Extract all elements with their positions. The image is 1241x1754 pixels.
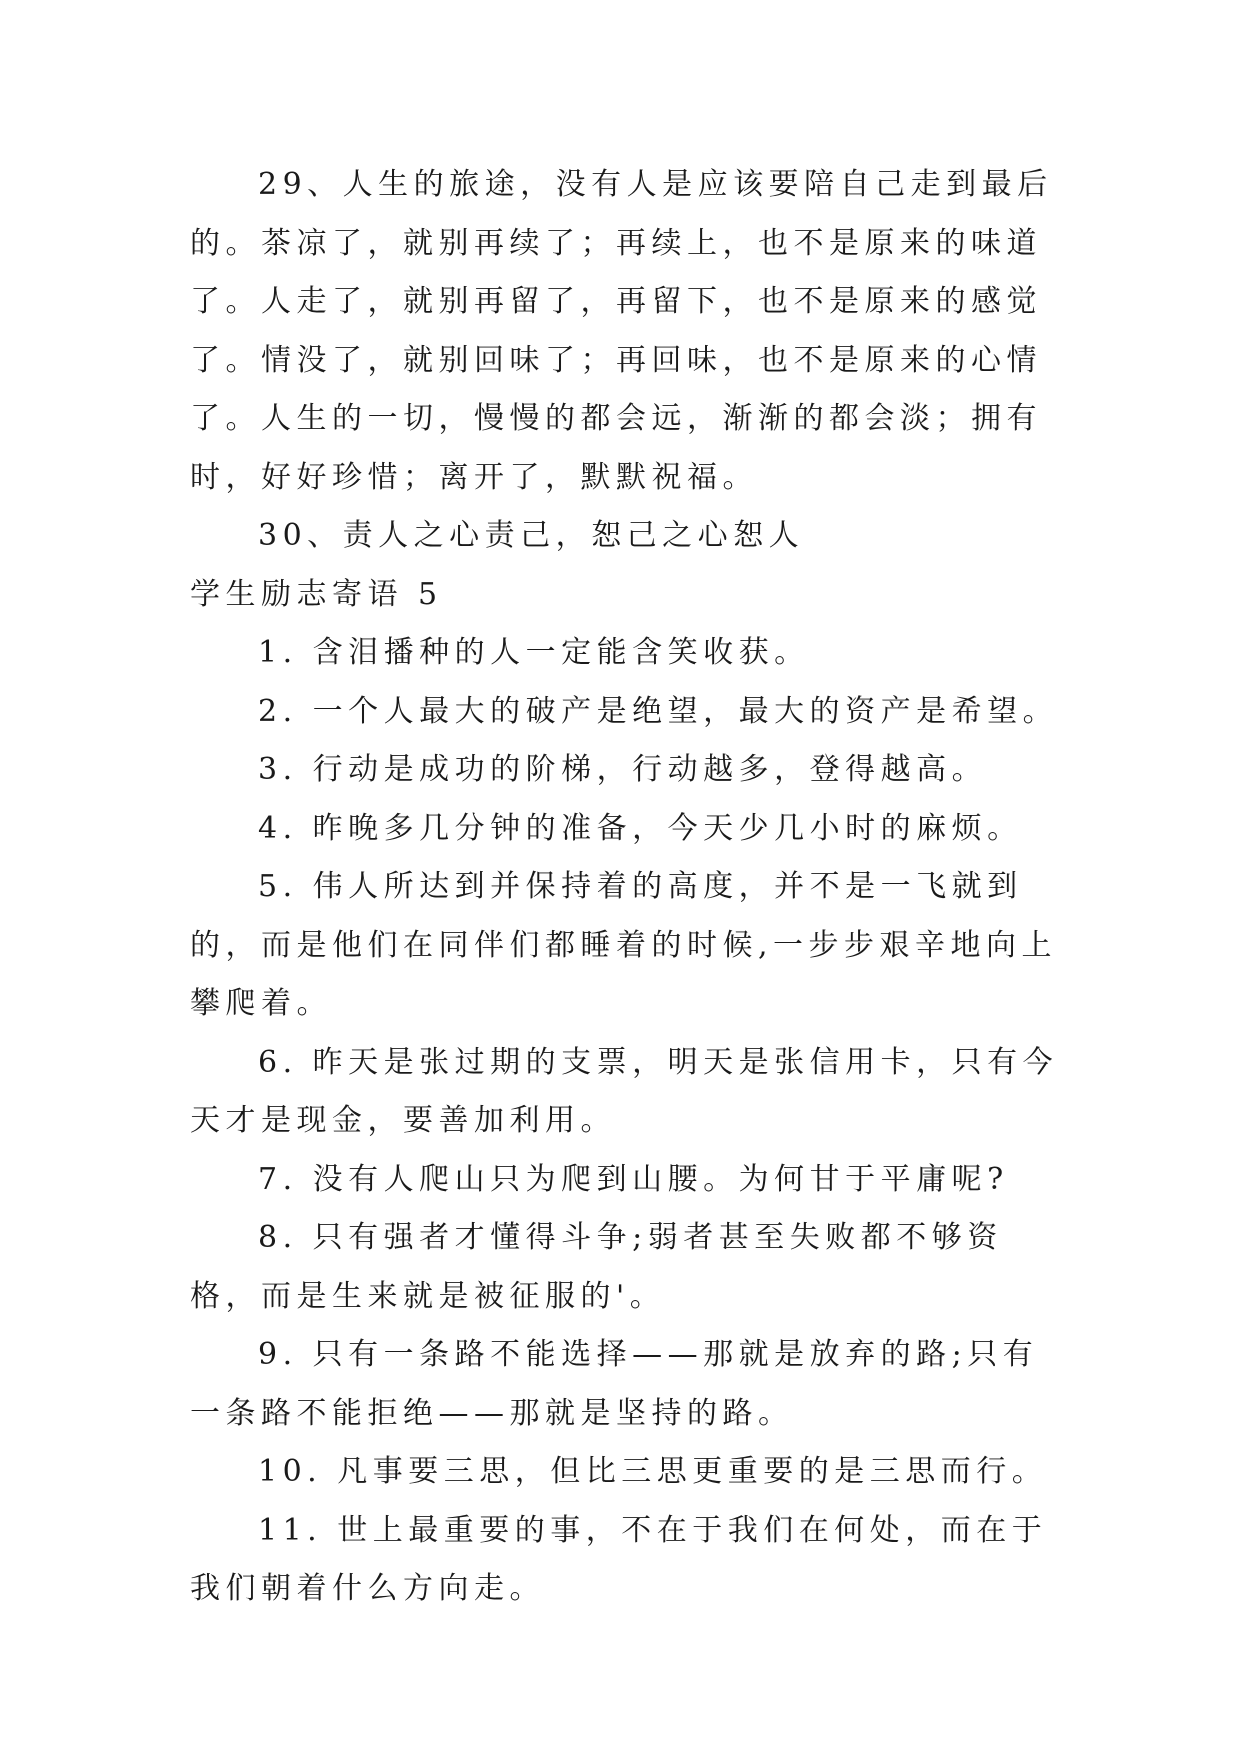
list-item: 9. 只有一条路不能选择——那就是放弃的路;只有一条路不能拒绝——那就是坚持的路。 [190, 1337, 1039, 1431]
list-item: 7. 没有人爬山只为爬到山腰。为何甘于平庸呢? [258, 1161, 1009, 1197]
document-body [190, 156, 1070, 1619]
list-item: 3. 行动是成功的阶梯，行动越多，登得越高。 [258, 752, 988, 787]
list-item: 2. 一个人最大的破产是绝望，最大的资产是希望。 [258, 693, 1059, 729]
list-item: 4. 昨晚多几分钟的准备，今天少几小时的麻烦。 [258, 810, 1023, 846]
paragraph-29: 29、人生的旅途，没有人是应该要陪自己走到最后的。茶凉了，就别再续了；再续上，也不是原来的味道了。人走了，就别再留了，再留下，也不是原来的感觉了。情没了，就别回味了；再回味，也不是原来的心情了。人生的一切，慢慢的都会远，渐渐的都会淡；拥有时，好好珍惜；离开了，默默祝福。 [190, 167, 1053, 495]
list-item: 6. 昨天是张过期的支票，明天是张信用卡，只有今天才是现金，要善加利用。 [190, 1044, 1059, 1138]
list-item: 8. 只有强者才懂得斗争;弱者甚至失败都不够资格，而是生来就是被征服的'。 [190, 1220, 1003, 1314]
paragraph-30: 30、责人之心责己，恕己之心恕人 [258, 518, 805, 553]
list-item: 1. 含泪播种的人一定能含笑收获。 [258, 635, 810, 670]
list-item: 10. 凡事要三思，但比三思更重要的是三思而行。 [258, 1454, 1048, 1489]
section-heading: 学生励志寄语 5 [190, 576, 443, 612]
list-item: 11. 世上最重要的事，不在于我们在何处，而在于我们朝着什么方向走。 [190, 1512, 1048, 1606]
list-item: 5. 伟人所达到并保持着的高度，并不是一飞就到的，而是他们在同伴们都睡着的时候,一步步艰辛地向上攀爬着。 [190, 869, 1058, 1021]
